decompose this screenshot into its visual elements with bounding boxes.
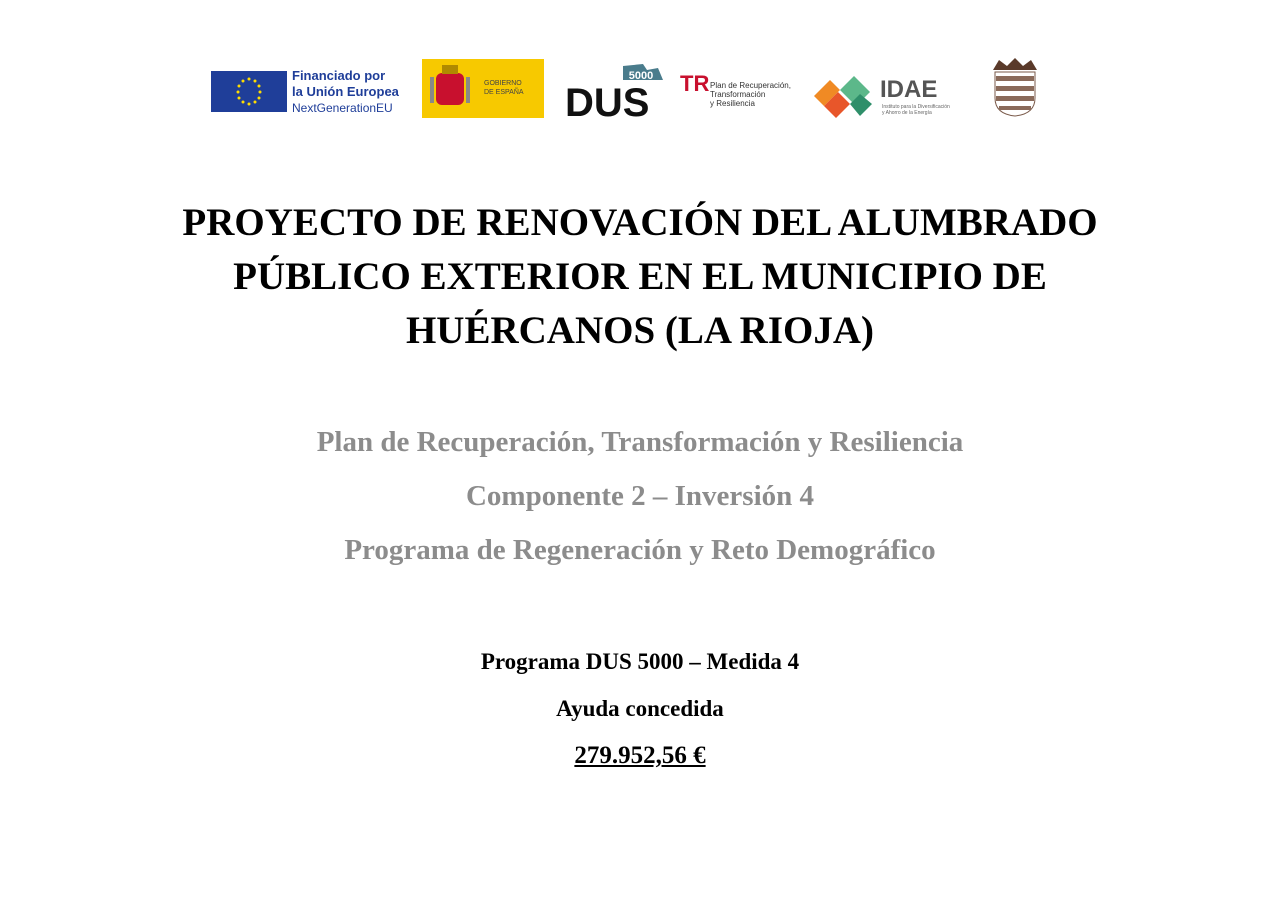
idae-name: IDAE [880,76,938,103]
subtitle-line: Programa de Regeneración y Reto Demográfico [344,534,936,566]
title-line: PÚBLICO EXTERIOR EN EL MUNICIPIO DE [233,255,1047,298]
eu-stars-icon [211,71,287,112]
program-info [0,646,1280,787]
document-title [0,196,1280,358]
idae-line2: y Ahorro de la Energía [882,110,932,116]
huercanos-crest-icon [985,56,1045,123]
eu-line3: NextGenerationEU [292,101,393,115]
prtr-mark: TR [680,71,710,96]
logo-bar [0,56,1280,120]
dus-badge: 5000 [628,70,654,82]
document-subtitle [0,415,1280,577]
eu-line1: Financiado por [292,68,386,83]
prtr-line2: Transformación [710,90,766,99]
gobierno-espana-logo [422,59,544,118]
eu-flag-logo [211,71,287,112]
aid-label: Ayuda concedida [556,696,724,721]
title-line: HUÉRCANOS (LA RIOJA) [405,309,875,352]
dus-5000-logo [563,58,673,125]
program-name: Programa DUS 5000 – Medida 4 [480,649,800,674]
prtr-line1: Plan de Recuperación, [710,81,791,90]
subtitle-line: Plan de Recuperación, Transformación y Resiliencia [316,426,964,458]
eu-line2: la Unión Europea [292,84,399,99]
spain-coat-of-arms-icon [422,59,482,118]
eu-funding-text [292,68,399,116]
aid-amount: 279.952,56 € [574,742,706,769]
idae-subtitle [882,104,950,116]
dus-name: DUS [565,81,650,120]
title-line: PROYECTO DE RENOVACIÓN DEL ALUMBRADO [182,201,1098,244]
idae-symbol-icon [810,74,876,123]
gobierno-line1: GOBIERNO [484,80,522,87]
gobierno-line2: DE ESPAÑA [484,89,524,96]
prtr-line3: y Resiliencia [710,99,755,108]
prtr-logo [680,71,791,108]
subtitle-line: Componente 2 – Inversión 4 [465,480,814,512]
idae-line1: Instituto para la Diversificación [882,104,950,110]
